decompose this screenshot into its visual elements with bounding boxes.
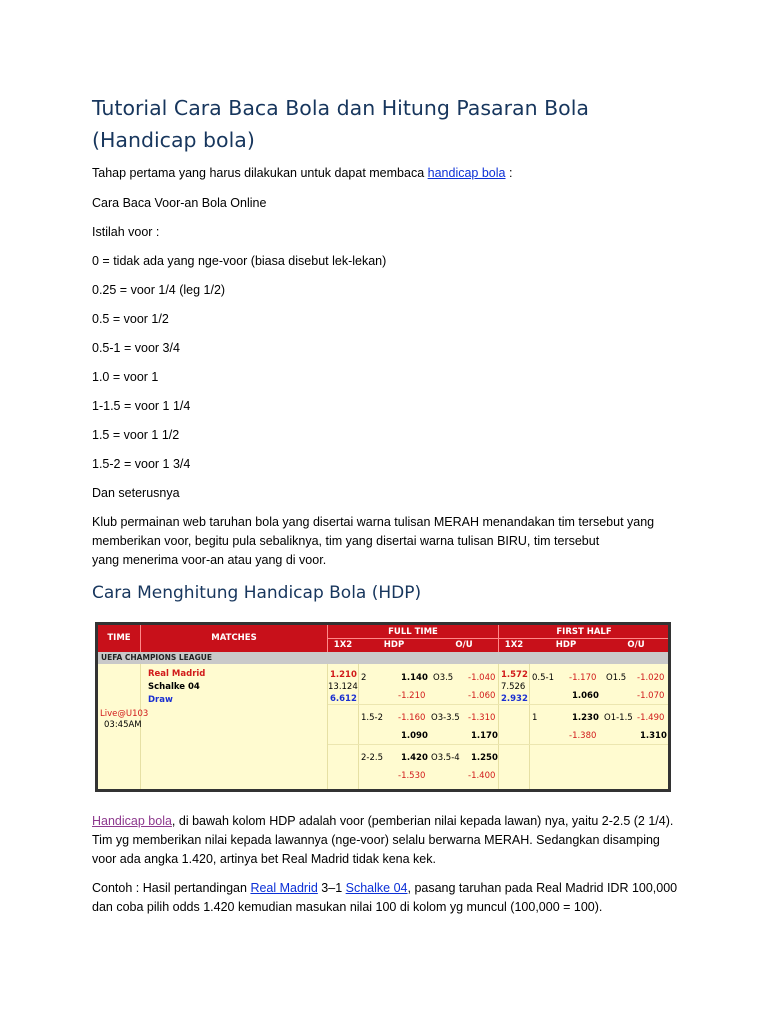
ft-ou-odds-bottom: 1.170	[471, 731, 498, 741]
ft-hdp-line: 2-2.5	[361, 753, 383, 763]
line-voor-1-15: 1-1.5 = voor 1 1/4	[92, 399, 191, 413]
header-time: TIME	[107, 633, 131, 643]
fh-hdp-line: 0.5-1	[532, 673, 554, 683]
fh-ou-line: O1.5	[606, 673, 627, 683]
handicap-bola-link-2[interactable]: Handicap bola	[92, 814, 172, 828]
ft-1x2-home: 1.210	[330, 670, 357, 680]
intro-paragraph	[92, 164, 512, 182]
header-ft-hdp: HDP	[383, 640, 405, 650]
hdp-paragraph-line2: Tim yg memberikan nilai kepada lawannya (nge-voor) selalu berwarna MERAH. Sedangkan disamping	[92, 833, 660, 847]
ft-ou-odds-top: -1.040	[468, 673, 496, 683]
ft-ou-line: O3.5-4	[431, 753, 460, 763]
ft-hdp-odds-bottom: -1.210	[398, 691, 426, 701]
line-voor-15-2: 1.5-2 = voor 1 3/4	[92, 457, 191, 471]
contoh-text-after: , pasang taruhan pada Real Madrid IDR 100,000	[407, 881, 678, 895]
ft-hdp-odds-top: 1.140	[401, 673, 428, 683]
contoh-paragraph-line1	[92, 879, 677, 897]
fh-1x2-away: 7.526	[501, 682, 526, 692]
handicap-bola-link[interactable]: handicap bola	[427, 166, 506, 180]
schalke-04-link[interactable]: Schalke 04	[345, 881, 408, 895]
team-draw: Draw	[148, 695, 173, 705]
header-divider	[140, 625, 141, 652]
ft-hdp-odds-top: -1.160	[398, 713, 426, 723]
row-divider	[328, 744, 669, 745]
line-dan-seterusnya: Dan seterusnya	[92, 486, 180, 500]
header-fh-hdp: HDP	[555, 640, 577, 650]
ft-hdp-line: 1.5-2	[361, 713, 383, 723]
ft-1x2-draw: 6.612	[330, 694, 357, 704]
line-voor-15: 1.5 = voor 1 1/2	[92, 428, 180, 442]
header-divider	[328, 638, 669, 639]
ft-hdp-line: 2	[361, 673, 367, 683]
odds-table-image	[95, 622, 671, 792]
fh-ou-odds-top: -1.020	[637, 673, 665, 683]
column-divider	[529, 664, 530, 792]
contoh-score: 3–1	[317, 881, 346, 895]
fh-1x2-draw: 2.932	[501, 694, 528, 704]
hdp-paragraph-line3: voor ada angka 1.420, artinya bet Real Madrid tidak kena kek.	[92, 852, 436, 866]
contoh-text: Contoh : Hasil pertandingan	[92, 881, 251, 895]
team-away: Schalke 04	[148, 682, 200, 692]
fh-hdp-odds-bottom: -1.380	[569, 731, 597, 741]
ft-ou-line: O3.5	[433, 673, 454, 683]
fh-1x2-home: 1.572	[501, 670, 528, 680]
klub-paragraph-line3: yang menerima voor-an atau yang di voor.	[92, 553, 327, 567]
ft-ou-odds-top: -1.310	[468, 713, 496, 723]
ft-hdp-odds-bottom: 1.090	[401, 731, 428, 741]
ft-1x2-away: 13.124	[328, 682, 358, 692]
league-row: UEFA CHAMPIONS LEAGUE	[98, 652, 668, 664]
ft-ou-odds-bottom: -1.400	[468, 771, 496, 781]
column-divider	[498, 664, 499, 792]
header-matches: MATCHES	[211, 633, 257, 643]
header-first-half: FIRST HALF	[556, 627, 612, 637]
line-voor-05-1: 0.5-1 = voor 3/4	[92, 341, 180, 355]
fh-hdp-odds-bottom: 1.060	[572, 691, 599, 701]
team-home: Real Madrid	[148, 669, 206, 679]
fh-hdp-odds-top: -1.170	[569, 673, 597, 683]
fh-hdp-odds-top: 1.230	[572, 713, 599, 723]
fh-ou-odds-top: -1.490	[637, 713, 665, 723]
ft-hdp-odds-bottom: -1.530	[398, 771, 426, 781]
header-fh-ou: O/U	[627, 640, 645, 650]
hdp-paragraph-text: , di bawah kolom HDP adalah voor (pemberian nilai kepada lawan) nya, yaitu 2-2.5 (2 1/4).	[171, 814, 674, 828]
fh-hdp-line: 1	[532, 713, 538, 723]
hdp-paragraph-line1	[92, 812, 673, 830]
ft-ou-odds-bottom: -1.060	[468, 691, 496, 701]
fh-ou-odds-bottom: -1.070	[637, 691, 665, 701]
line-cara-baca: Cara Baca Voor-an Bola Online	[92, 196, 267, 210]
header-ft-ou: O/U	[455, 640, 473, 650]
ft-hdp-odds-top: 1.420	[401, 753, 428, 763]
header-ft-1x2: 1X2	[333, 640, 353, 650]
ft-ou-line: O3-3.5	[431, 713, 460, 723]
fh-ou-odds-bottom: 1.310	[640, 731, 667, 741]
match-time: 03:45AM	[104, 720, 142, 730]
header-full-time: FULL TIME	[388, 627, 438, 637]
row-divider	[328, 704, 669, 705]
ft-ou-odds-top: 1.250	[471, 753, 498, 763]
fh-ou-line: O1-1.5	[604, 713, 633, 723]
line-istilah-voor: Istilah voor :	[92, 225, 160, 239]
line-voor-05: 0.5 = voor 1/2	[92, 312, 169, 326]
intro-text: Tahap pertama yang harus dilakukan untuk dapat membaca	[92, 166, 428, 180]
line-voor-1: 1.0 = voor 1	[92, 370, 159, 384]
column-divider	[358, 664, 359, 792]
klub-paragraph-line1: Klub permainan web taruhan bola yang disertai warna tulisan MERAH menandakan tim tersebut yang	[92, 515, 655, 529]
odds-table-header	[98, 625, 668, 652]
klub-paragraph-line2: memberikan voor, begitu pula sebaliknya, tim yang disertai warna tulisan BIRU, tim tersebut	[92, 534, 600, 548]
section-title: Cara Menghitung Handicap Bola (HDP)	[92, 583, 422, 603]
line-voor-025: 0.25 = voor 1/4 (leg 1/2)	[92, 283, 226, 297]
real-madrid-link[interactable]: Real Madrid	[250, 881, 318, 895]
header-fh-1x2: 1X2	[504, 640, 524, 650]
match-live-status: Live@U103	[100, 709, 149, 719]
page-title: Tutorial Cara Baca Bola dan Hitung Pasaran Bola (Handicap bola)	[92, 96, 589, 152]
contoh-paragraph-line2: dan coba pilih odds 1.420 kemudian masukan nilai 100 di kolom yg muncul (100,000 = 100).	[92, 900, 603, 914]
intro-colon: :	[505, 166, 513, 180]
line-voor-0: 0 = tidak ada yang nge-voor (biasa disebut lek-lekan)	[92, 254, 387, 268]
